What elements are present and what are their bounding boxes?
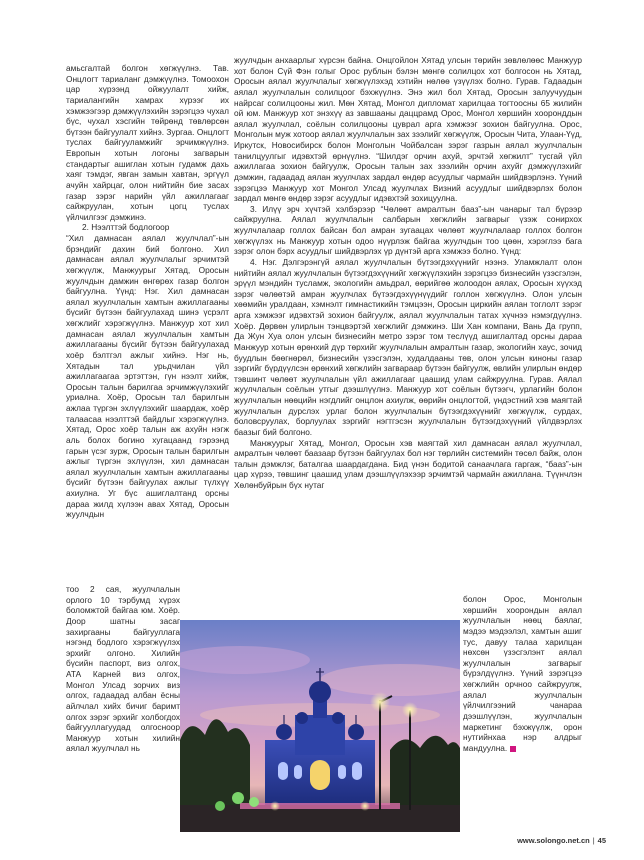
paragraph: “Хил дамнасан аялал жуулчлал”-ын брэндийг дахин бий болгоно. Хил дамнасан аялал жуулчлалыг эрчимтэй хөгжүүлж, Манжуурыг Хятад, Оросын жуулчдын дамжин өнгөрөх газар болгон байгуулна. Үүнд: Нэг. Хил дамнасан аялал жуулчлалын хамтын ажиллагааны бүсийг бүтээн байгуулахад шинэ үсрэлт хөгжлийг хэрэгжүүлнэ. Манжуур хот хил дамнасан аялал жуулчлалын хамтын ажиллагааны бүсийг бүтээн байгуулахад хоёр бэлтгэл ажлыг хийнэ. Нэг нь, Хятадын тал урьдчилан үйл ажиллагаагаа эртэттэн, гүн нээлт хийж, Оросын талын барилгаа эрчимжүүлэхийг уриална. Хоёр, Оросын тал барилгын ажлаа түргэн эхлүүлэхийг шаардаж, хоёр талаасаа нээлттэй байдлыг хэрэгжүүлнэ. Хятад, Орос хоёр талын аж ахуйн нэгж аль болох богино хугацаанд гэрээнд гарын үсэг зурж, Оросын талын барилгын ажлыг түргэн эхлүүлэн, хил дамнасан аялал жуулчлалын хамтын ажиллагааны бүсийг бүтээн байгуулах ажлыг түлхүү ахиулна. Уг бүс ашиглалтанд орсны дараа жилд хүлээн авах Хятад, Оросын жуулчдын bbox=[66, 233, 229, 520]
paragraph: Манжуурыг Хятад, Монгол, Оросын хэв маягтай хил дамнасан аялал жуулчлал, амралтын чөлөөт баазаар бүтээн байгуулах бол нэг төрлийн системийн төсөл байж, олон талын дэмжлэг, баталгаа шаардагдана. Бид үнэн бодитой санаачлага гаргаж, “бааз”-ын цар хүрээ, төвшинг цаашид улам дээшлүүлэхээр эрчимтэй чармайн ажиллана. Түүнчлэн Хөлөнбуйрын бүх нутаг bbox=[234, 437, 582, 490]
paragraph: амьсгалтай болгон хөгжүүлнэ. Тав. Онцлогт тариаланг дэмжүүлнэ. Томоохон цар хүрээнд ойжуулалт хийж, тариалангийн хамрах хүрээг их хэмжээгээр дэмжүүлэхийн зэрэгцээ чухал бүс, чухал хэсгийн төйрөнд төвлөрсөн бүтээн байгуулалт хийнэ. Зургаа. Онцлогт туслах байгууламжийг эрчимжүүлнэ. Европын хотын логоны загварын стандартыг ашиглан хотын гудамж дахь хаяг тэмдэг, явган замын хавтан, эргүүл ачуйн хайрцаг, олон нийтийн бие засах газар зэрэг нарийн үйл ажиллагааг сайжруулан, хотын цогц туслах үйлчилгээг дэмжинэ. bbox=[66, 63, 229, 222]
right-text-column bbox=[234, 55, 582, 491]
footer-url: www.solongo.net.cn bbox=[517, 836, 590, 845]
left-text-column bbox=[66, 63, 229, 520]
paragraph: жуулчдын анхаарлыг хүрсэн байна. Онцгойлон Хятад улсын төрийн зөвлөлөөс Манжуур хот болон Сүй Фэн голыг Орос рублын бэлэн мөнгө солилцох хот болгосон нь Хятад, Оросын аялал жуулчлалыг хөгжүүлэхэд хэтийн нөлөө үзүүлэх болно. Гурав. Гадаадын аялал жуулчлалын солилцоог бэхжүүлнэ. Энэ жил бол Хятад, Оросын залуучуудын найрсаг солилцооны жил. Мөн Хятад, Монгол дипломат харилцаа тогтоосны 65 жилийн ой юм. Манжуур хот энэхүү аз завшааны даццрамд Орос, Монгол хөршийн хооронддын аялал жуулчлал, соёлын солилцооны цуврал арга хэмжээг зохион байгуулна. Орос, Монголын муж хотоор аялал жуулчлалын зах зээлийг хөгжүүлж, Оросын Чита, Улаан-Үүд, Иркутск, Новосибирск болон Монголын Чойбалсан зэрэг газрын аялал жуулчлалын танилцуулгыг идэвхтэй өрнүүлнэ. “Шилдэг орчин ахуй, эрчтэй хөгжилт” тусгай үйл ажиллагаа зохион байгуулж, Оросын талын зах зээлийн орчин ахуйг дэмжүүлэхийг дэмжин, гадаадад аялан жуулчлах зардал өндөр асуудлыг чармайн шийдвэрлэнэ. Үүний зэрэгцээ Манжуур хот Монгол Улсад жуулчлах Визний асуудлыг шийдвэрлэх болон зардал мөнгө өндөр зэрэг асуудлыг идэвхтэй зохицуулна. bbox=[234, 55, 582, 204]
page-footer: www.solongo.net.cn | 45 bbox=[517, 836, 606, 845]
page-number: 45 bbox=[597, 836, 606, 845]
paragraph: 4. Нэг. Дэлгэрэнгүй аялал жуулчлалын бүтээгдэхүүнийг нээнэ. Уламжлалт олон нийтийн аялал жуулчлалын бүтээгдэхүүнийг хөгжүүлэхийн зэрэгцээ бизнесийн үзэсгэлэн, эрүүл мэндийн тусламж, экологийн амьдрал, өөрийгөө жолоодон аялах, Оросын хүүхэд зэрэг чөлөөтэй амран жуулчлах бүтээгдэхүүнүүдийг голлон хөгжүүлнэ. Олон улсын хөөмийн уралдаан, хэмнэлт гимнастикийн тэмцээн, Оросын циркийн аялан тоглолт зэрэг арга хэмжээг идэвхтэй зохион байгуулж, аялал жуулчлалын татах хүчнээ нэмэгдүүлнэ. Хоёр. Дөрвөн улирлын тэнцвэртэй хөгжлийг дэмжинэ. Ши Хан компани, Вань Да групп, Да Жун Хуа олон улсын бизнесийн метро зэрэг том тeслүүд ашиглалтад орсны дараа Манжуур хотын өрөнхий дүр төрхийг жуулчлалын амралтын газар, экологийн хаус, зочид буудлын бөөгнөрөл, бизнесийн үзэсгэлэн, худалдааны төв, олон улсын киноны газар зэргийг бүрдүүлсэн өрөнхий хөгжлийн загвараар бүтээн байгуулж, өвлийн улирлын өндөр тэвшинт чөлөөт жуулчлалын үйл ажиллагааг цаашид улам сайжруулна. Гурав. Аялал жуулчлалын соёлын утгыг дээшлүүлнэ. Манжуур хот соёлын бүтээгч, урлагийн болон жуулчлалын нөөцийн нэгдлийг онцлон ахиулж, өөрийн онцлогтой, үндэстний хэв маягтай жуулчлалын дурслэх урлаг болон жуулчлалын бүтээгдэхүүнийг хөгжүүлж, сурдах, боловсруулах, борлуулах зэргийг нэгтгэсэн жуулчлалын бүтээгдэхүүний үйлдвэрлэх баазыг бий болгоно. bbox=[234, 256, 582, 437]
paragraph: 3. Илүү эрч хүчтэй хэлбэрээр “Чөлөөт амралтын бааз”-ын чанарыг тал бүрээр сайжруулна. Аялал жуулчлалын салбарын хөгжлийн загварыг үзэж сонирхох жуулчлалаар голлох байсан бол амран зугаацах чөлөөт жуулчлалаар голлох болгон хөгжүүлэх нь Манжуур хотын одоо нүүрлэж байгаа жуулчдын тоо цөөн, хэрэглээ бага зэрэг олон бэрх асуудлыг шийдвэрлэх үр дүнтэй арга хэмжээ болно. Үүнд: bbox=[234, 203, 582, 257]
left-text-column-tail bbox=[66, 584, 180, 754]
article-end-mark bbox=[510, 746, 516, 752]
paragraph: 2. Нээлттэй бодлогоор bbox=[82, 222, 170, 233]
right-text-column-tail bbox=[463, 594, 582, 753]
paragraph: тоо 2 сая, жуулчлалын орлого 10 тэрбумд хүрэх боломжтой байгаа юм. Хоёр. Доор шатны засаг захиргааны байгууллага нэгэнд бодлого хэрэгжүүлэх эрхийг олгоно. Хилийн бүсийн паспорт, виз олгох, АТА Карней виз олгох, Монгол Улсад зорчих виз олгох, гадаадад албан ёсны айлчлал хийх бичиг баримт олгох зэрэг эрхийг холбогдох байгууллагуудад олгосноор Манжуур хотын хилийн аялал жуулчлал нь bbox=[66, 584, 180, 754]
paragraph: болон Орос, Монголын хөршийн хоорондын аялал жуулчлалын нөөц баялаг, мэдээ мэдээлэл, хамтын ашиг тус, давуу талаа харилцан нөхсөн үзэсгэлэнт аялал жуулчлалын загварыг бүрэлдүүлнэ. Үүний зэрэгцээ хөгжлийн орчноо сайжруулж, аялал жуулчлалын үйлчилгээний чанараа дээшлүүлэн, жуулчлалын маркетинг бэхжүүлж, орон нутгийнхаа нэр алдрыг мандуулна. bbox=[463, 594, 582, 753]
night-church-photo bbox=[180, 620, 460, 832]
